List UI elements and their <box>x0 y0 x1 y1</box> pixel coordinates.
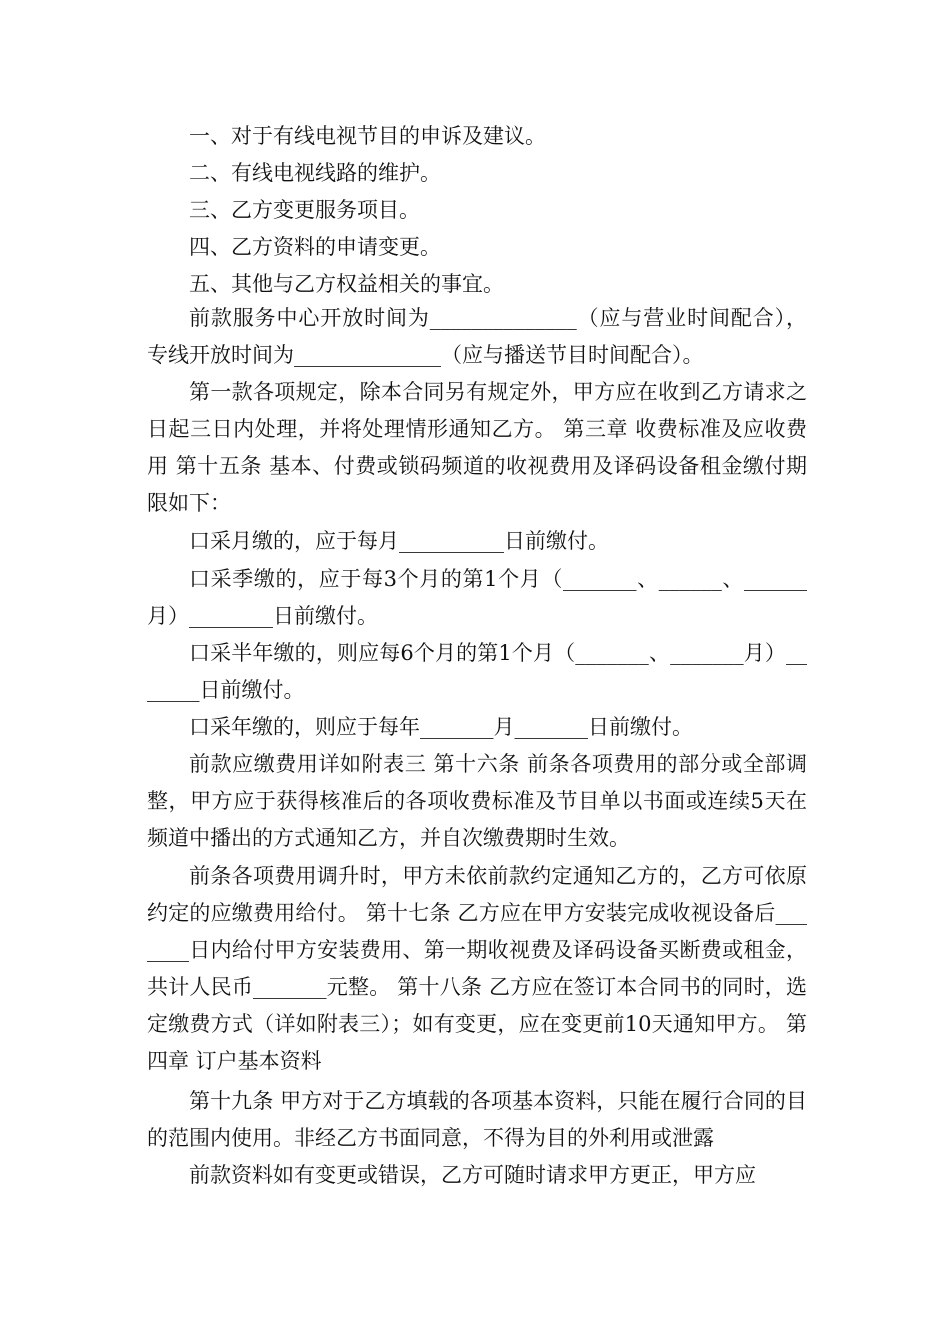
paragraph-service-hours: 前款服务中心开放时间为______________（应与营业时间配合），专线开放时间为______________（应与播送节目时间配合）。 <box>147 306 807 367</box>
paragraph-annual-payment: 口采年缴的，则应于每年_______月_______日前缴付。 <box>189 715 693 739</box>
paragraph-chapter-3: 第一款各项规定，除本合同另有规定外，甲方应在收到乙方请求之日起三日内处理，并将处理情形通知乙方。 第三章 收费标准及应收费用 第十五条 基本、付费或锁码频道的收视费用及译码设备租金缴付期限如下： <box>147 380 807 515</box>
paragraph-2: 二、有线电视线路的维护。 <box>189 161 441 185</box>
paragraph-3: 三、乙方变更服务项目。 <box>189 198 420 222</box>
paragraph-article-19: 第十九条 甲方对于乙方填载的各项基本资料，只能在履行合同的目的范围内使用。非经乙方书面同意，不得为目的外利用或泄露 <box>147 1089 807 1150</box>
paragraph-semiannual-payment: 口采半年缴的，则应每6个月的第1个月（_______、_______月）_______日前缴付。 <box>147 641 807 702</box>
paragraph-monthly-payment: 口采月缴的，应于每月__________日前缴付。 <box>189 529 609 553</box>
paragraph-5: 五、其他与乙方权益相关的事宜。 <box>189 272 504 296</box>
paragraph-article-17-18: 前条各项费用调升时，甲方未依前款约定通知乙方的，乙方可依原约定的应缴费用给付。 第十七条 乙方应在甲方安装完成收视设备后_______日内给付甲方安装费用、第一期收视费及译码设备买断费或租金，共计人民币_______元整。 第十八条 乙方应在签订本合同书的同时，选定缴费方式（详如附表三）；如有变更，应在变更前10天通知甲方。 第四章 订户基本资料 <box>147 864 807 1073</box>
paragraph-1: 一、对于有线电视节目的申诉及建议。 <box>189 124 546 148</box>
paragraph-4: 四、乙方资料的申请变更。 <box>189 235 441 259</box>
paragraph-article-16: 前款应缴费用详如附表三 第十六条 前条各项费用的部分或全部调整，甲方应于获得核准后的各项收费标准及节目单以书面或连续5天在频道中播出的方式通知乙方，并自次缴费期时生效。 <box>147 752 807 850</box>
paragraph-quarterly-payment: 口采季缴的，应于每3个月的第1个月（_______、______、______月）________日前缴付。 <box>147 567 807 628</box>
paragraph-data-correction: 前款资料如有变更或错误，乙方可随时请求甲方更正，甲方应 <box>189 1163 756 1187</box>
